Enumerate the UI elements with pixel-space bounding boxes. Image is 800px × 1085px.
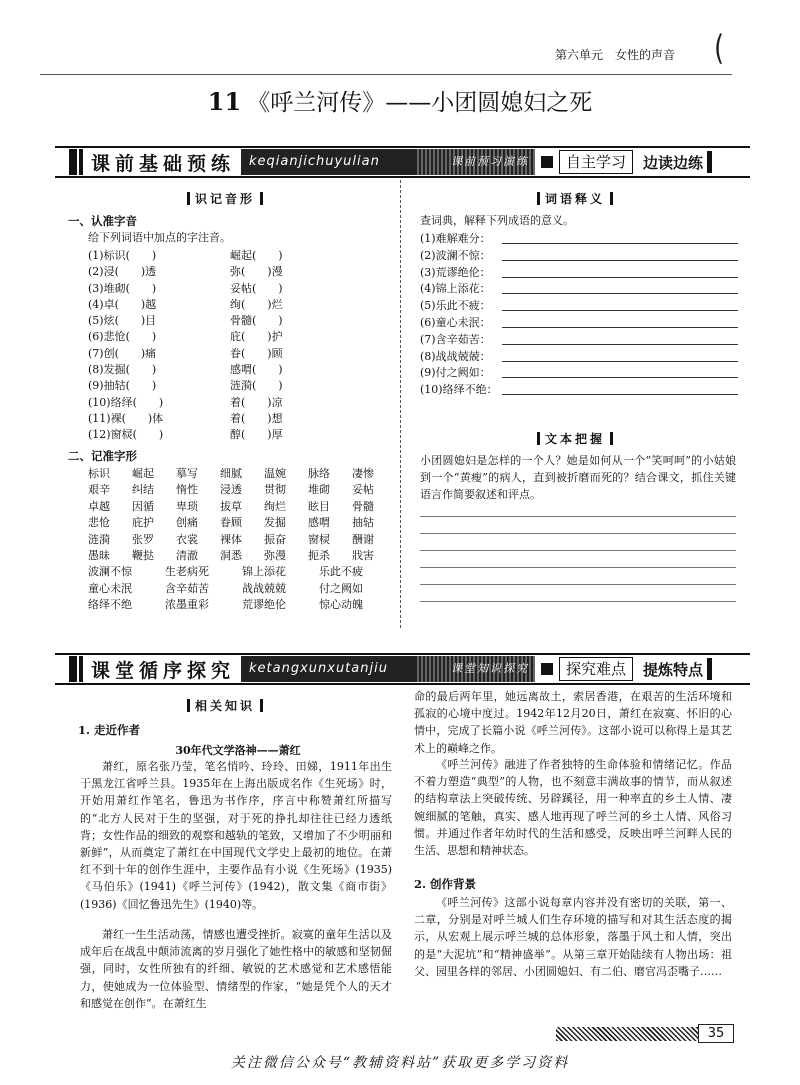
- pinyin-item: (5)炫( )目: [88, 314, 157, 328]
- pinyin-item: (10)络绎( ): [88, 395, 164, 409]
- vocab-item: (5)乐此不疲：: [420, 298, 740, 315]
- unit-header: 第六单元 女性的声音: [555, 48, 676, 62]
- pinyin-item: (3)堆砌( ): [88, 281, 157, 295]
- vocab-item: (1)难解难分：: [420, 231, 740, 248]
- pinyin-item: (11)裸( )体: [88, 411, 164, 425]
- word-row: 愚昧 鞭挞 清澈 洞悉 弥漫 扼杀 戕害: [88, 548, 374, 562]
- pinyin-list-left: [88, 248, 228, 444]
- text-grasp-question: 小团圆媳妇是怎样的一个人？她是如何从一个“笑呵呵”的小姑娘到一个“黄瘦”的病人，直到被折磨而死的？结合课文，抓住关键语言作简要叙述和评点。: [420, 454, 736, 501]
- pinyin-item: (1)标识( ): [88, 249, 157, 262]
- pinyin-item: (4)卓( )越: [88, 297, 157, 311]
- vocab-item: (2)波澜不惊：: [420, 248, 740, 265]
- answer-line: [502, 366, 738, 378]
- banner-bar-thin: [79, 656, 83, 682]
- answer-line: [420, 601, 736, 602]
- lesson-title: [80, 84, 720, 117]
- pinyin-item: 绚( )烂: [230, 297, 283, 311]
- idiom-row: 童心未泯 含辛茹苦 战战兢兢 付之阙如: [88, 581, 363, 595]
- author-paragraph-4: 《呼兰河传》融进了作者独特的生命体验和情绪记忆。作品不着力塑造“典型”的人物，也不刻意丰满故事的情节，而从叙述的结构章法上突破传统、另辟蹊径，用一种率直的乡土人情、凄婉细腻的笔触，真实、感人地再现了呼兰河的乡土人情、风俗习惯。并通过作者年幼时代的生活和感受，反映出呼兰河畔人民的生活、思想和精神状态。: [414, 758, 732, 858]
- answer-line: [502, 333, 738, 345]
- banner-bar: [69, 149, 77, 175]
- banner-tag-self-study: 自主学习: [559, 150, 633, 174]
- banner-bar-thin: [79, 149, 83, 175]
- answer-line: [502, 232, 738, 244]
- memory-heading: 识记音形: [60, 190, 390, 207]
- answer-line: [420, 550, 736, 551]
- answer-line: [502, 350, 738, 362]
- text-grasp-heading: 文本把握: [410, 430, 740, 447]
- answer-line: [502, 282, 738, 294]
- vocab-item: (4)锦上添花：: [420, 281, 740, 298]
- banner-section-title: 课前基础预练: [91, 152, 236, 175]
- banner-end-bar: [707, 658, 712, 680]
- sec1-title: 1. 走近作者: [78, 723, 141, 737]
- banner-in-class: [55, 653, 750, 685]
- word-row: 卓越 因循 卑琐 拔草 绚烂 眩目 骨髓: [88, 499, 374, 513]
- banner-stripe: 课堂知识探究: [415, 656, 535, 682]
- author-paragraph-1: 萧红，原名张乃莹，笔名悄吟、玲玲、田娣，1911年出生于黑龙江省呼兰县。1935年在上海出版成名作《生死场》时，开始用萧红作笔名，鲁迅为书作序，序言中称赞萧红所描写的“北方人民对于生的坚强，对于死的挣扎却往往已经力透纸背；女性作品的细致的观察和越轨的笔致，又增加了不少明丽和新鲜”，从而奠定了萧红在中国现代文学史上最初的地位。在萧红不到十年的创作生涯中，主要作品有小说《生死场》(1935)《马伯乐》(1941)《呼兰河传》(1942)，散文集《商市街》(1936)《回忆鲁迅先生》(1940)等。: [80, 760, 392, 911]
- author-paragraph-3: 命的最后两年里，她远离故土，索居香港，在艰苦的生活环境和孤寂的心境中度过。1942年12月20日，萧红在寂寞、怀旧的心情中，完成了长篇小说《呼兰河传》。这部小说可以称得上是其艺术上的巅峰之作。: [414, 690, 732, 755]
- pinyin-item: (6)悲怆( ): [88, 330, 157, 344]
- lesson-title-text: 《呼兰河传》——小团圆媳妇之死: [247, 90, 593, 116]
- answer-line: [420, 533, 736, 534]
- answer-line: [420, 567, 736, 568]
- author-paragraph-2: 萧红一生生活动荡，情感也遭受挫折。寂寞的童年生活以及成年后在战乱中颠沛流离的岁月强化了她性格中的敏感和坚韧倔强，同时，女性所独有的纤细、敏锐的艺术感觉和艺术感悟能力，使她成为一位体验型、情绪型的作家，“她是凭个人的天才和感觉在创作”。在萧红生: [80, 928, 392, 1010]
- pinyin-item: 弥( )漫: [230, 265, 283, 279]
- background-paragraph: 《呼兰河传》这部小说每章内容并没有密切的关联，第一、二章，分别是对呼兰城人们生存环境的描写和对其生活态度的揭示，从宏观上展示呼兰城的总体形象，落墨于风土和人情，突出的是“大泥坑”和“精神盛举”。从第三章开始陆续有人物出场：祖父、园里各样的邻居、小团圆媳妇、有二伯、磨官冯歪嘴子……: [414, 896, 732, 978]
- pinyin-item: (9)抽轱( ): [88, 379, 157, 393]
- vocab-instruction: 查词典，解释下列成语的意义。: [420, 214, 574, 227]
- word-row: 标识 崛起 摹写 细腻 温婉 脉络 凄惨: [88, 467, 374, 480]
- answer-line: [502, 383, 738, 395]
- banner-pre-class: [55, 146, 750, 178]
- pinyin-item: (7)创( )痛: [88, 346, 157, 360]
- pinyin-item: (2)浸( )透: [88, 265, 157, 279]
- pinyin-item: 眷( )顾: [230, 346, 283, 360]
- vocab-item: (3)荒谬绝伦：: [420, 265, 740, 282]
- pinyin-item: 骨髓( ): [230, 314, 283, 328]
- header-rule: [40, 74, 732, 75]
- lesson-number: 11: [207, 87, 242, 116]
- pinyin-item: 着( )凉: [230, 395, 283, 409]
- pinyin-item: (8)发掘( ): [88, 363, 157, 377]
- pinyin-item: 着( )想: [230, 411, 283, 425]
- vocab-item: (7)含辛茹苦：: [420, 332, 740, 349]
- banner-tag-refine: 提炼特点: [643, 660, 704, 679]
- idiom-row: 络绎不绝 浓墨重彩 荒谬绝伦 惊心动魄: [88, 598, 363, 612]
- pinyin-item: 涟漪( ): [230, 379, 283, 393]
- part1-title: 一、认准字音: [68, 214, 137, 228]
- word-grid: [88, 466, 398, 614]
- related-heading: 相关知识: [60, 697, 390, 714]
- banner-square-icon: [541, 156, 553, 168]
- word-row: 艰辛 纠结 惰性 浸透 贯彻 堆砌 妥帖: [88, 483, 374, 497]
- banner-tag-read-practice: 边读边练: [643, 153, 704, 172]
- pinyin-item: 妥帖( ): [230, 281, 283, 295]
- pinyin-item: (12)窗棂( ): [88, 428, 164, 442]
- pinyin-item: 醇( )厚: [230, 428, 283, 442]
- banner-stripe: 课前预习演练: [415, 149, 535, 175]
- footer-note: 关注微信公众号“教辅资料站”获取更多学习资料: [230, 1055, 570, 1071]
- vocab-list: [420, 231, 740, 399]
- part1-instruction: 给下列词语中加点的字注音。: [88, 231, 231, 244]
- answer-line: [420, 584, 736, 585]
- header-bracket: (: [714, 29, 725, 69]
- answer-line: [502, 316, 738, 328]
- answer-line: [502, 266, 738, 278]
- author-title: 30年代文学洛神——萧红: [175, 744, 301, 757]
- vocab-item: (9)付之阙如：: [420, 365, 740, 382]
- answer-lines: [420, 516, 736, 618]
- page-number: 35: [698, 1024, 734, 1043]
- column-divider: [400, 180, 401, 628]
- word-row: 悲怆 庇护 创痛 眷顾 发掘 感喟 抽轱: [88, 516, 374, 530]
- vocab-item: (8)战战兢兢：: [420, 349, 740, 366]
- pinyin-item: 庇( )护: [230, 330, 283, 344]
- pinyin-item: 感喟( ): [230, 363, 283, 377]
- banner-pinyin: keqianjichuyulian: [241, 149, 415, 175]
- answer-line: [502, 299, 738, 311]
- idiom-row: 波澜不惊 生老病死 锦上添花 乐此不疲: [88, 565, 363, 579]
- banner-square-icon: [541, 663, 553, 675]
- answer-line: [420, 516, 736, 517]
- vocab-heading: 词语释义: [410, 190, 740, 207]
- banner-pinyin: ketangxunxutanjiu: [241, 656, 415, 682]
- banner-tag-explore: 探究难点: [559, 657, 633, 681]
- vocab-item: (6)童心未泯：: [420, 315, 740, 332]
- part2-title: 二、记准字形: [68, 449, 137, 463]
- banner-end-bar: [707, 151, 712, 173]
- banner-bar: [69, 656, 77, 682]
- word-row: 涟漪 张罗 衣裳 裸体 振奋 窗棂 酬谢: [88, 532, 374, 546]
- pinyin-list-right: [230, 248, 370, 444]
- vocab-item: (10)络绎不绝：: [420, 382, 740, 399]
- answer-line: [502, 249, 738, 261]
- sec2-title: 2. 创作背景: [414, 877, 477, 891]
- banner-section-title: 课堂循序探究: [91, 659, 236, 682]
- pinyin-item: 崛起( ): [230, 249, 283, 262]
